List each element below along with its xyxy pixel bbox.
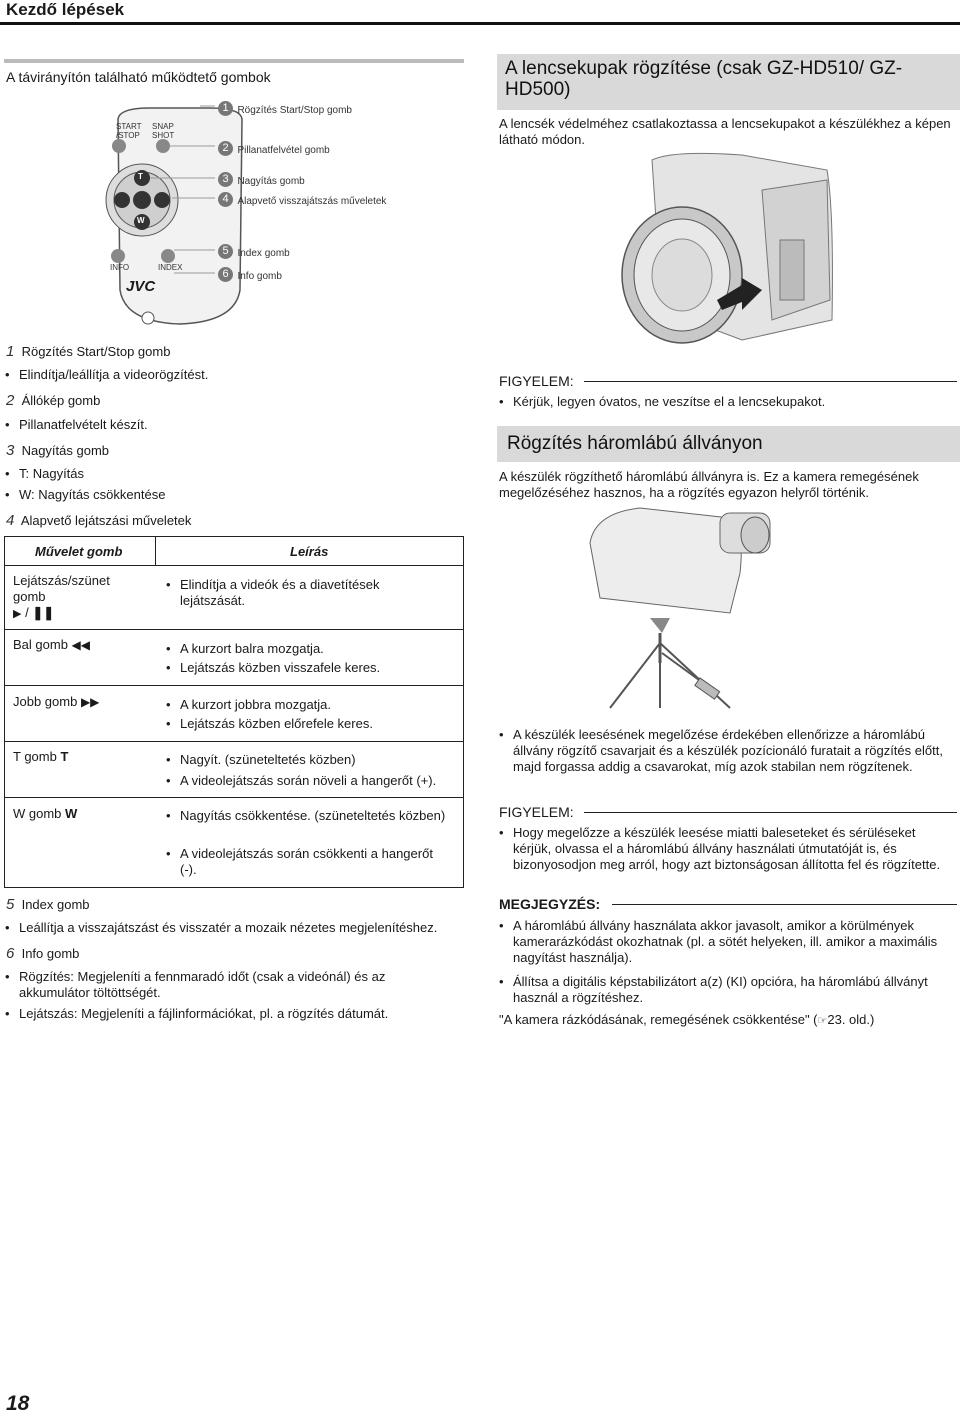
table-row-rule-4 (5, 797, 463, 798)
page-number: 18 (6, 1392, 30, 1415)
warning-2-rule (584, 812, 957, 813)
tripod-drawing (580, 503, 780, 711)
item-4: 4 Alapvető lejátszási műveletek (6, 512, 192, 529)
memo-bullet-2: • Állítsa a digitális képstabilizátort a(z) (KI) opcióra, ha háromlábú állványt használ a rögzítéshez. (513, 974, 953, 1006)
table-row-3-op: Jobb gomb ▶▶ (13, 694, 100, 709)
cross-reference[interactable]: "A kamera rázkódásának, remegésének csökkentése" (☞23. old.) (499, 1012, 875, 1027)
item-6: 6 Info gomb (6, 945, 80, 962)
lens-cap-figure (612, 150, 837, 352)
table-row-rule-3 (5, 741, 463, 742)
memo-rule (612, 904, 957, 905)
page-header (0, 0, 960, 22)
item-3-bullet-2: • W: Nagyítás csökkentése (19, 487, 165, 503)
lens-cap-heading (497, 54, 960, 110)
callout-3: 3 Nagyítás gomb (218, 171, 305, 189)
remote-control-figure (90, 100, 390, 330)
item-6-bullet-1: • Rögzítés: Megjeleníti a fennmaradó időt (csak a videónál) és az akkumulátor töltöttségét. (19, 969, 439, 1001)
warning-1-rule (584, 381, 957, 382)
warning-1-bullet: • Kérjük, legyen óvatos, ne veszítse el a lencsekupakot. (513, 394, 825, 410)
item-6-bullet-2: • Lejátszás: Megjeleníti a fájlinformációkat, pl. a rögzítés dátumát. (19, 1006, 459, 1022)
tripod-bullet: • A készülék leesésének megelőzése érdekében ellenőrizze a háromlábú állvány rögzítő csavarjait és a készülék pozícionáló furatait a rögzítés előtt, majd forgassa addig a csavarokat, míg azok stabilan nem rögzítenek. (513, 727, 953, 775)
item-1: 1 Rögzítés Start/Stop gomb (6, 343, 171, 360)
index-label: INDEX (158, 263, 183, 272)
item-3-bullet-1: • T: Nagyítás (19, 466, 84, 482)
chapter-title: Kezdő lépések (6, 0, 125, 19)
table-header-desc: Leírás (290, 544, 329, 559)
camera-lens-drawing (612, 150, 837, 352)
w-button-label: W (137, 216, 145, 225)
callout-6: 6 Info gomb (218, 266, 282, 284)
table-row-5-op: W gomb W (13, 806, 78, 821)
warning-2-bullet: • Hogy megelőzze a készülék leesése miatti baleseteket és sérüléseket kérjük, olvassa el a háromlábú állvány használati útmutatóját is, és bizonyosodjon meg arról, hogy azt biztonságosan állította fel és rögzítette. (513, 825, 953, 873)
item-2: 2 Állókép gomb (6, 392, 101, 409)
tripod-figure (580, 503, 780, 711)
item-2-bullet: • Pillanatfelvételt készít. (19, 417, 148, 433)
table-row-1-op: Lejátszás/szünet gomb ▶ / ❚❚ (13, 573, 110, 620)
callout-4: 4 Alapvető visszajátszás műveletek (218, 191, 386, 209)
operations-table (4, 536, 464, 888)
warning-2-label: FIGYELEM: (499, 804, 574, 820)
t-button-label: T (138, 172, 143, 181)
memo-bullet-1: • A háromlábú állvány használata akkor javasolt, amikor a körülmények kamerarázkódást okozhatnak (pl. a sötét helyeken, ill. amikor a maximális nagyítást használja). (513, 918, 953, 966)
table-header-rule (5, 565, 463, 566)
tripod-title: Rögzítés háromlábú állványon (507, 433, 763, 454)
snapshot-label: SNAP SHOT (152, 122, 175, 140)
header-rule (0, 22, 960, 25)
callout-5: 5 Index gomb (218, 243, 290, 261)
tripod-heading (497, 426, 960, 462)
table-row-3-desc-1: • A kurzort jobbra mozgatja. (180, 697, 331, 713)
table-row-4-desc-2: • A videolejátszás során növeli a hangerőt (+). (180, 773, 436, 789)
table-row-rule-1 (5, 629, 463, 630)
info-label: INFO (110, 263, 130, 272)
table-row-1-desc: • Elindítja a videók és a diavetítések lejátszását. (180, 577, 440, 609)
table-row-rule-2 (5, 685, 463, 686)
table-header-op: Művelet gomb (35, 544, 123, 559)
remote-section-title: A távirányítón található működtető gombok (6, 69, 271, 85)
table-row-4-op: T gomb T (13, 749, 69, 764)
table-row-2-op: Bal gomb ◀◀ (13, 637, 91, 652)
page-ref-icon: ☞ (817, 1015, 828, 1027)
table-row-2-desc-2: • Lejátszás közben visszafele keres. (180, 660, 380, 676)
item-5: 5 Index gomb (6, 896, 90, 913)
item-5-bullet: • Leállítja a visszajátszást és visszatér a mozaik nézetes megjelenítéshez. (19, 920, 437, 936)
table-row-4-desc-1: • Nagyít. (szüneteltetés közben) (180, 752, 356, 768)
table-row-5-desc-2: • A videolejátszás során csökkenti a hangerőt (-). (180, 846, 450, 878)
table-row-5-desc-1: • Nagyítás csökkentése. (szüneteltetés közben) (180, 808, 450, 824)
jvc-logo: JVC (126, 278, 156, 295)
callout-1: 1 Rögzítés Start/Stop gomb (218, 100, 352, 118)
table-col-divider (155, 537, 156, 565)
memo-label: MEGJEGYZÉS: (499, 896, 601, 912)
warning-1-label: FIGYELEM: (499, 373, 574, 389)
table-row-2-desc-1: • A kurzort balra mozgatja. (180, 641, 324, 657)
start-stop-label: START /STOP (116, 122, 142, 140)
lens-cap-text: A lencsék védelméhez csatlakoztassa a lencsekupakot a készülékhez a képen látható módon. (499, 116, 951, 147)
table-row-3-desc-2: • Lejátszás közben előrefele keres. (180, 716, 373, 732)
remote-section-heading (4, 59, 464, 93)
tripod-text: A készülék rögzíthető háromlábú állványra is. Ez a kamera remegésének megelőzéséhez hasznos, ha a rögzítés egyazon helyről történik. (499, 469, 919, 500)
callout-2: 2 Pillanatfelvétel gomb (218, 140, 330, 158)
item-1-bullet: • Elindítja/leállítja a videorögzítést. (19, 367, 208, 383)
lens-cap-title: A lencsekupak rögzítése (csak GZ-HD510/ GZ-HD500) (505, 58, 903, 100)
item-3: 3 Nagyítás gomb (6, 442, 110, 459)
